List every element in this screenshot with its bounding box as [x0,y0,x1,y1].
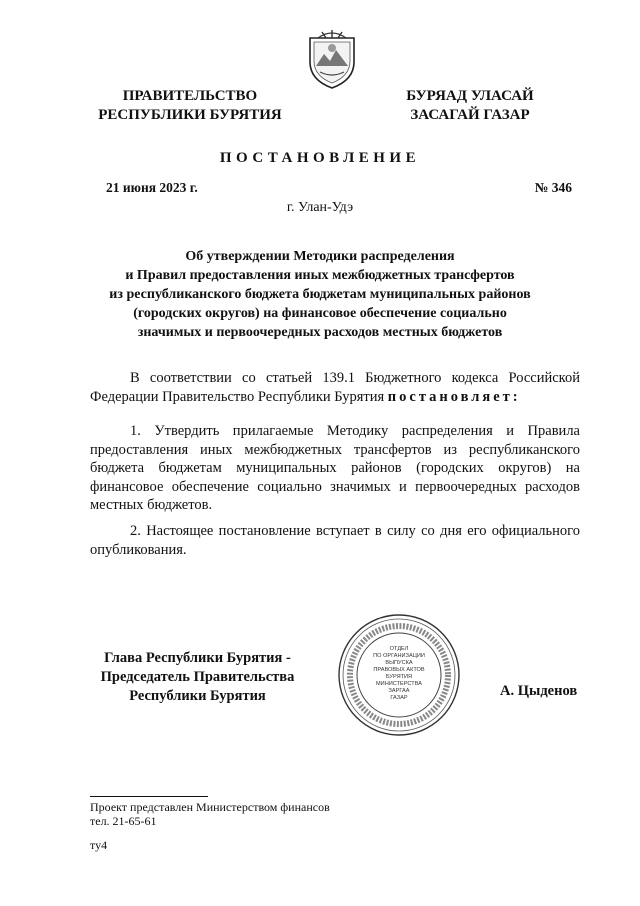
seal-text: ОТДЕЛ [389,646,409,652]
signatory-title [80,649,315,706]
signatory-title-line3: Республики Бурятия [129,688,266,704]
subject-line: Об утверждении Методики распределения [185,249,455,264]
footer-line2: тел. 21-65-61 [90,814,157,828]
coat-of-arms-icon [304,28,360,90]
seal-text: БУРЯТИЯ [385,674,413,680]
document-city: г. Улан-Удэ [286,200,354,215]
signatory-title-line2: Председатель Правительства [100,669,295,685]
document-date: 21 июня 2023 г. [106,180,198,195]
seal-text: ПРАВОВЫХ АКТОВ [373,667,425,673]
seal-text: МИНИСТЕРСТВА [376,681,422,687]
footer-line3: ту4 [90,838,108,852]
header-right-line2: ЗАСАГАЙ ГАЗАР [410,107,530,123]
header-right [385,87,555,125]
paragraph-item-1: 1. Утвердить прилагаемые Методику распределения и Правила предоставления иных межбюджетных трансфертов из республиканского бюджета бюджетам муниципальных районов (городских округов) на финансовое обеспечение социально значимых и первоочередных расходов местных бюджетов. [90,423,580,513]
paragraph-preamble [90,369,580,406]
signatory-name: А. Цыденов [500,683,578,699]
seal-text: ПО ОРГАНИЗАЦИИ [373,653,425,659]
official-seal-icon [336,612,462,738]
seal-text: ВЫПУСКА [385,660,413,666]
header-left [80,87,300,125]
footer-divider [90,796,208,797]
document-type-title: ПОСТАНОВЛЕНИЕ [219,150,421,166]
seal-text: ГАЗАР [390,695,408,701]
seal-text: ЗАРГАА [388,688,410,694]
subject-line: из республиканского бюджета бюджетам муниципальных районов [109,287,531,302]
preamble-emphasis: постановляет: [387,388,521,405]
document-number: № 346 [534,180,572,195]
paragraph-item-2: 2. Настоящее постановление вступает в силу со дня его официального опубликования. [90,523,580,558]
subject-line: и Правил предоставления иных межбюджетных трансфертов [125,268,515,283]
header-right-line1: БУРЯАД УЛАСАЙ [406,88,534,104]
signatory-title-line1: Глава Республики Бурятия - [104,650,291,666]
header-left-line2: РЕСПУБЛИКИ БУРЯТИЯ [98,107,282,123]
subject-line: (городских округов) на финансовое обеспечение социально [133,306,507,321]
header-left-line1: ПРАВИТЕЛЬСТВО [122,88,258,104]
footer-line1: Проект представлен Министерством финансов [90,800,330,814]
document-subject [80,247,560,342]
subject-line: значимых и первоочередных расходов местных бюджетов [137,325,503,340]
preamble-text: В соответствии со статьей 139.1 Бюджетного кодекса Российской Федерации Правительство Республики Бурятия [90,370,580,405]
